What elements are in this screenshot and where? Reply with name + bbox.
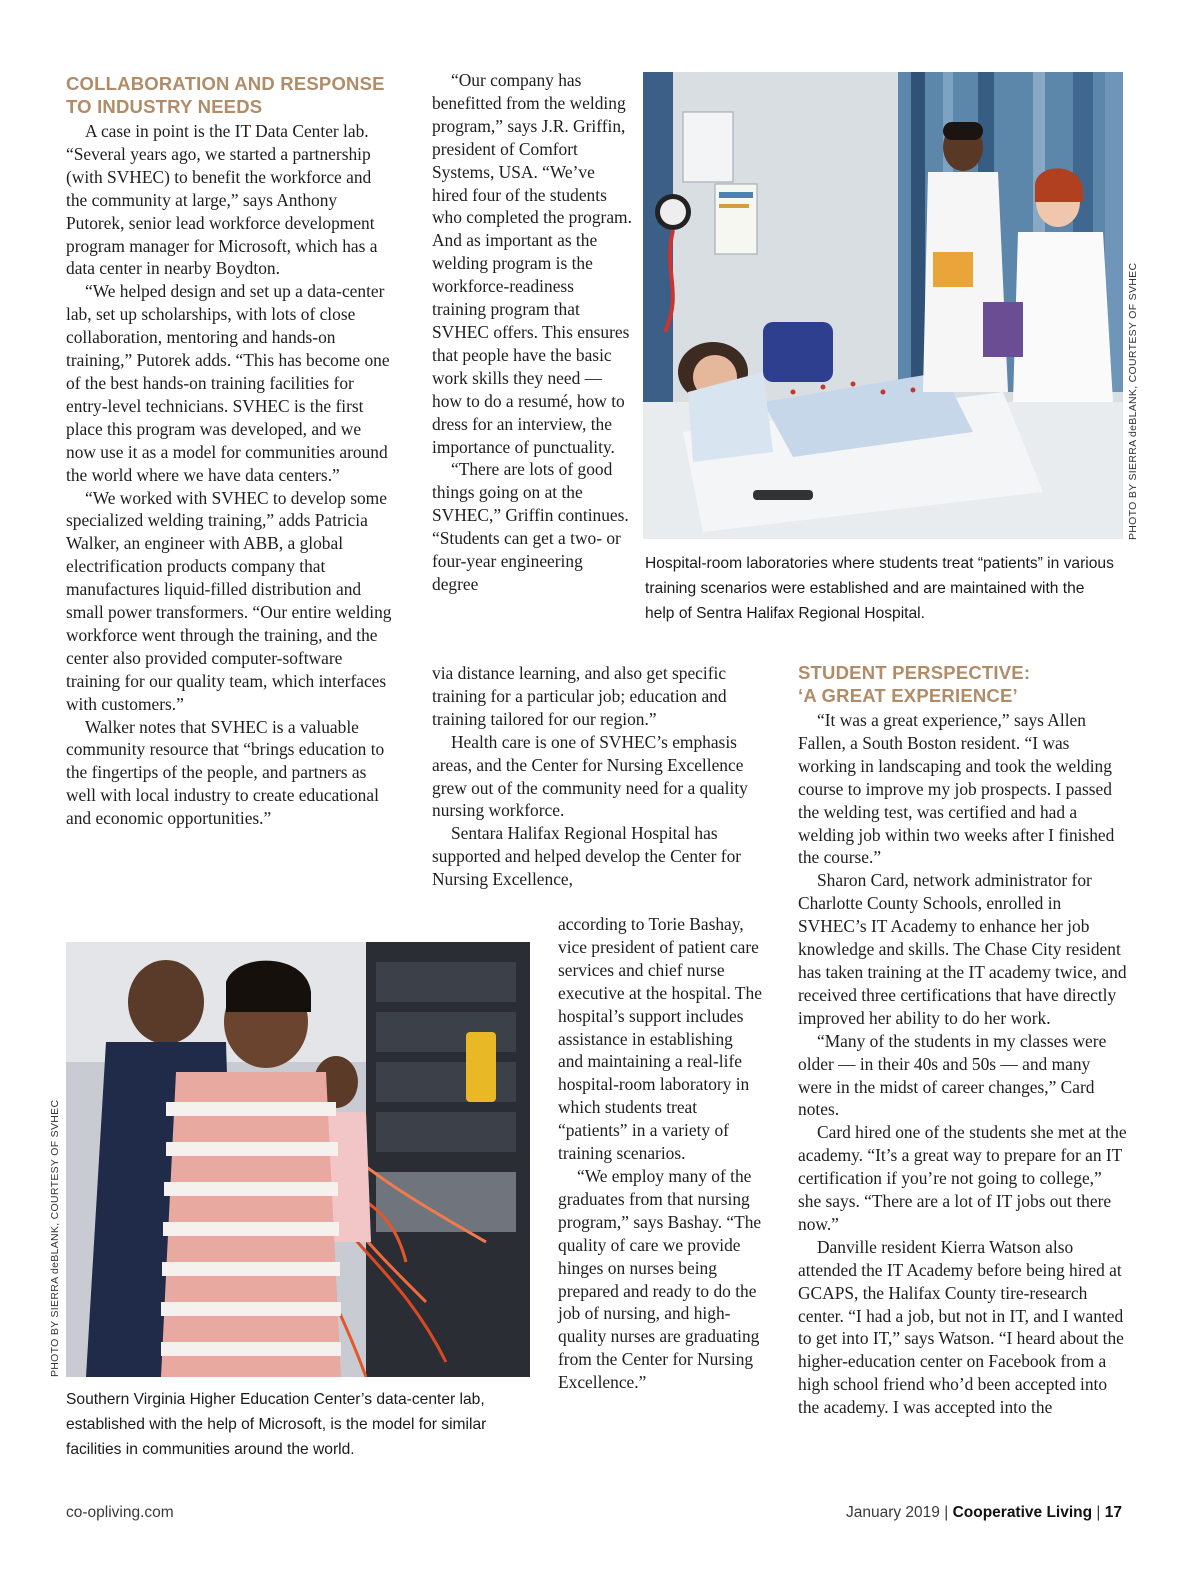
paragraph: Card hired one of the students she met at the academy. “It’s a great way to prepare for an IT certification if you’re not going to college,” she says. “There are a lot of IT jobs out there now.” [798,1122,1127,1234]
paragraph: Walker notes that SVHEC is a valuable community resource that “brings education to the fingertips of the people, and partners as well with local industry to create educational and economic opportunities.” [66,716,385,829]
data-center-photo-illustration [66,942,530,1377]
heading-line: STUDENT PERSPECTIVE: [798,662,1031,683]
column-2-lower [558,913,762,1394]
paragraph: “We helped design and set up a data-center lab, set up scholarships, with lots of close collaboration, mentoring and hands-on training,” Putorek adds. “This has become one of the best hands-on training facilities for entry-level technicians. SVHEC is the first place this program was developed, and we now use it as a model for communities around the world where we have data centers.” [66,281,390,485]
paragraph: “Many of the students in my classes were older — in their 40s and 50s — and many were in the midst of career changes,” Card notes. [798,1030,1107,1120]
paragraph: “Our company has benefitted from the welding program,” says J.R. Griffin, president of Comfort Systems, USA. “We’ve hired four of the students who completed the program. And as important as the welding program is the workforce-readiness training program that SVHEC offers. This ensures that people have the basic work skills they need — how to do a resumé, how to dress for an interview, the importance of punctuality. [432,70,632,457]
data-center-lab-photo [66,942,530,1377]
footer-date: January 2019 [845,1504,940,1521]
section-heading-student-perspective [798,661,1128,707]
paragraph: “There are lots of good things going on at the SVHEC,” Griffin continues. “Students can get a two- or four-year engineering degree [432,459,629,594]
footer-issue [846,1504,1122,1522]
paragraph: “It was a great experience,” says Allen Fallen, a South Boston resident. “I was working in landscaping and took the welding course to improve my job prospects. I passed the welding test, was certified and had a welding job within two weeks after I finished the course.” [798,710,1115,868]
footer-separator: | [944,1504,949,1521]
paragraph: Sentara Halifax Regional Hospital has supported and helped develop the Center for Nursing Excellence, [432,823,742,890]
hospital-photo-caption: Hospital-room laboratories where students treat “patients” in various training scenarios were established and are maintained with the help of Sentra Halifax Regional Hospital. [645,555,1114,622]
footer-separator: | [1096,1504,1101,1521]
column-3 [798,661,1128,1419]
hospital-photo-credit: PHOTO BY SIERRA deBLANK, COURTESY OF SVHEC [1127,262,1139,540]
heading-line: COLLABORATION AND RESPONSE [66,73,385,94]
column-2-wide [432,662,762,891]
paragraph: A case in point is the IT Data Center lab. “Several years ago, we started a partnership (with SVHEC) to benefit the workforce and the community at large,” says Anthony Putorek, senior lead workforce development program manager for Microsoft, which has a data center in nearby Boydton. [66,121,378,279]
footer-site: co-opliving.com [66,1504,174,1521]
hospital-photo-illustration [643,72,1123,539]
footer-magazine: Cooperative Living [952,1504,1093,1521]
paragraph: Health care is one of SVHEC’s emphasis areas, and the Center for Nursing Excellence grew out of the community need for a quality nursing workforce. [432,731,748,821]
section-heading-collaboration [66,72,394,118]
paragraph: Sharon Card, network administrator for Charlotte County Schools, enrolled in SVHEC’s IT Academy to enhance her job knowledge and skills. The Chase City resident has taken training at the IT academy twice, and received three certifications that have directly improved her ability to do her work. [798,870,1127,1028]
paragraph-continued: according to Torie Bashay, vice president of patient care services and chief nurse executive at the hospital. The hospital’s support includes assistance in establishing and maintaining a real-life hospital-room laboratory in which students treat “patients” in a variety of training scenarios. [558,914,762,1164]
column-2-narrow [432,69,632,596]
paragraph: “We worked with SVHEC to develop some specialized welding training,” adds Patricia Walker, an engineer with ABB, a global electrification products company that manufactures liquid-filled distribution and small power transformers. “Our entire welding workforce went through the training, and the center also provided computer-software training for our quality team, which interfaces with customers.” [66,487,392,714]
hospital-room-photo [643,72,1123,539]
page-number: 17 [1104,1504,1122,1521]
heading-line: ‘A GREAT EXPERIENCE’ [798,685,1018,706]
paragraph: Danville resident Kierra Watson also attended the IT Academy before being hired at GCAPS, the Halifax County tire-research center. “I had a job, but not in IT, and I wanted to get into IT,” says Watson. “I heard about the higher-education center on Facebook from a high school friend who’d been accepted into the academy. I was accepted into the [798,1236,1124,1418]
column-1 [66,72,394,830]
paragraph-continued: via distance learning, and also get specific training for a particular job; education and training tailored for our region.” [432,663,727,729]
data-center-photo-credit: PHOTO BY SIERRA deBLANK, COURTESY OF SVHEC [49,1099,61,1377]
data-center-photo-caption: Southern Virginia Higher Education Center’s data-center lab, established with the help of Microsoft, is the model for similar facilities in communities around the world. [66,1391,487,1458]
paragraph: “We employ many of the graduates from that nursing program,” says Bashay. “The quality of care we provide hinges on nurses being prepared and ready to do the job of nursing, and high-quality nurses are graduating from the Center for Nursing Excellence.” [558,1165,762,1393]
heading-line: TO INDUSTRY NEEDS [66,96,263,117]
